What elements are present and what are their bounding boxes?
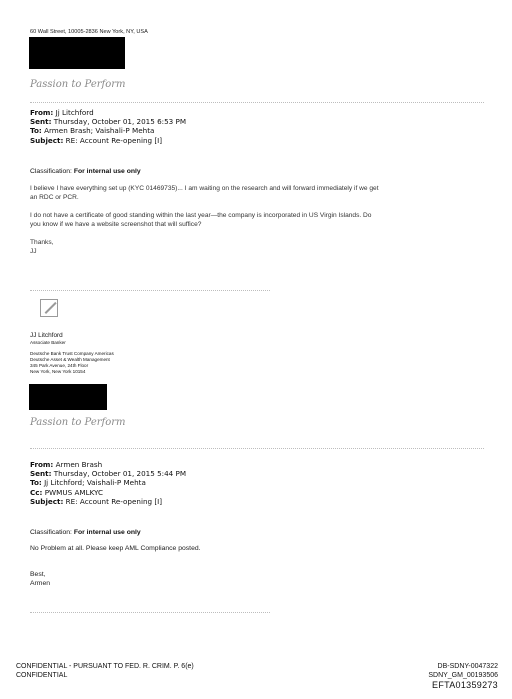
address-line: 60 Wall Street, 10005-2836 New York, NY, USA xyxy=(30,29,148,35)
divider xyxy=(30,290,270,291)
footer-right xyxy=(428,662,498,690)
sent-label: Sent: xyxy=(30,469,52,479)
from-value: Armen Brash xyxy=(55,460,103,469)
body-line: I believe I have everything set up (KYC 01469735)... I am waiting on the research and will forward immediately if we get xyxy=(30,185,379,192)
email-body xyxy=(30,544,201,588)
signature-block xyxy=(30,332,114,375)
subject-value: RE: Account Re-opening [I] xyxy=(65,496,163,506)
body-line: you know if we have a website screenshot that will suffice? xyxy=(30,221,202,228)
body-line: No Problem at all. Please keep AML Compliance posted. xyxy=(30,545,201,552)
subject-value: RE: Account Re-opening [I] xyxy=(65,135,163,145)
bates-number: SDNY_GM_00193506 xyxy=(428,672,498,679)
sent-value: Thursday, October 01, 2015 5:44 PM xyxy=(53,469,187,479)
classification-label: Classification: xyxy=(30,529,72,536)
classification-value: For internal use only xyxy=(73,529,141,536)
classification xyxy=(30,529,141,536)
body-line: I do not have a certificate of good standing within the last year—the company is incorporated in US Virgin Islands. Do xyxy=(30,212,372,219)
footer-left xyxy=(16,662,194,680)
to-value: Armen Brash; Vaishali-P Mehta xyxy=(44,126,155,136)
subject-label: Subject: xyxy=(30,135,64,145)
initials: JJ xyxy=(30,248,37,255)
bates-number: EFTA01359273 xyxy=(432,680,498,690)
sender-name: Armen xyxy=(30,580,51,587)
closing: Best, xyxy=(30,571,46,578)
deutsche-bank-logo-icon xyxy=(40,299,58,317)
confidential-label: CONFIDENTIAL xyxy=(16,672,68,679)
classification-value: For internal use only xyxy=(73,168,141,175)
email-header xyxy=(30,460,186,506)
classification xyxy=(30,168,141,175)
from-label: From: xyxy=(30,108,54,117)
email-body xyxy=(30,184,490,256)
to-label: To: xyxy=(30,478,42,488)
tagline: Passion to Perform xyxy=(30,417,126,428)
body-line: an RDC or PCR. xyxy=(30,194,79,201)
signature-org: Deutsche Bank Trust Company Americas xyxy=(30,351,114,356)
to-label: To: xyxy=(30,126,42,136)
redaction-block-signature xyxy=(29,384,107,410)
tagline: Passion to Perform xyxy=(30,79,126,90)
from-label: From: xyxy=(30,460,54,469)
sent-label: Sent: xyxy=(30,117,52,127)
signature-address: 345 Park Avenue, 24th Floor xyxy=(30,363,89,368)
signature-title: Associate Banker xyxy=(30,340,66,345)
divider xyxy=(30,612,270,613)
cc-value: PWMUS AMLKYC xyxy=(44,487,104,497)
closing: Thanks, xyxy=(30,239,54,246)
to-value: Jj Litchford; Vaishali-P Mehta xyxy=(44,478,146,488)
divider xyxy=(30,448,484,449)
email-header xyxy=(30,108,186,145)
signature-name: JJ Litchford xyxy=(30,332,63,339)
sent-value: Thursday, October 01, 2015 6:53 PM xyxy=(53,117,187,127)
classification-label: Classification: xyxy=(30,168,72,175)
subject-label: Subject: xyxy=(30,496,64,506)
cc-label: Cc: xyxy=(30,487,43,497)
from-value: Jj Litchford xyxy=(55,108,94,117)
redaction-block-top xyxy=(29,37,125,69)
signature-address: New York, New York 10154 xyxy=(30,369,86,374)
confidential-notice: CONFIDENTIAL - PURSUANT TO FED. R. CRIM. P. 6(e) xyxy=(16,663,194,670)
signature-org: Deutsche Asset & Wealth Management xyxy=(30,357,110,362)
divider xyxy=(30,102,484,103)
bates-number: DB-SDNY-0047322 xyxy=(437,663,498,670)
